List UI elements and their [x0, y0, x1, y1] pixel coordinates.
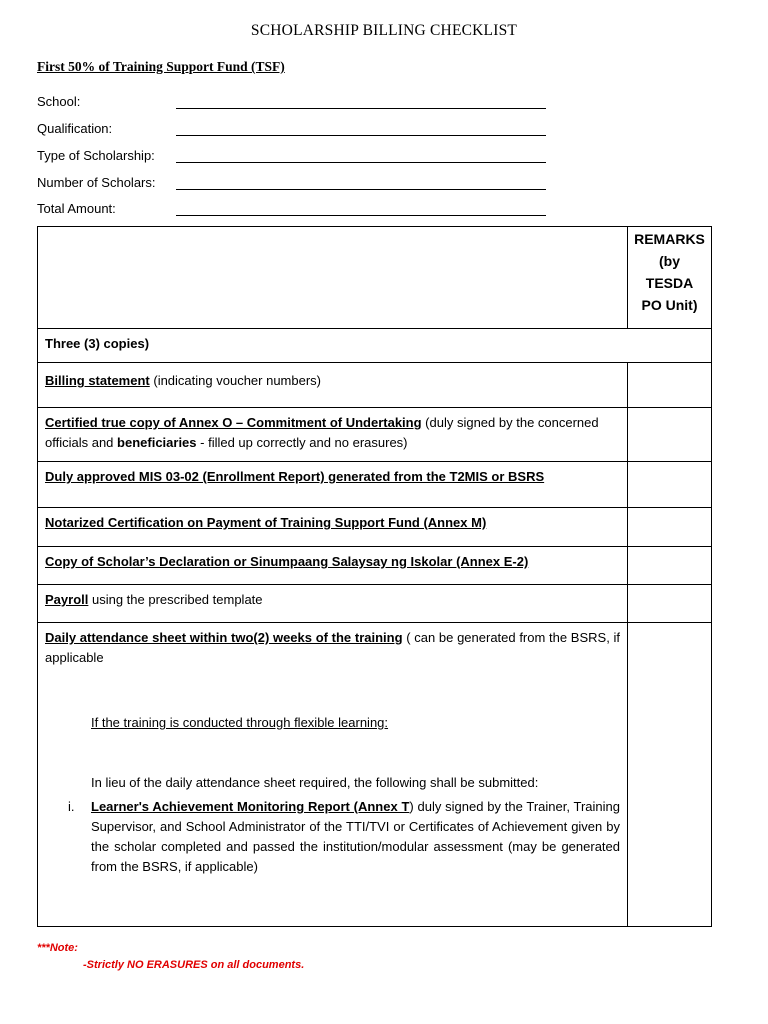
- item-detail-bold: beneficiaries: [117, 435, 197, 450]
- attendance-paragraph: [45, 628, 620, 668]
- item-billing-statement: [38, 363, 628, 408]
- item-notarized: [38, 508, 628, 547]
- field-line-school[interactable]: [176, 108, 546, 109]
- list-item: [45, 797, 620, 877]
- note-text: -Strictly NO ERASURES on all documents.: [83, 959, 305, 971]
- field-label-qualification: Qualification:: [37, 121, 113, 136]
- in-lieu-text: In lieu of the daily attendance sheet required, the following shall be submitted:: [91, 775, 539, 790]
- checklist-table: [37, 226, 712, 927]
- item-title: Duly approved MIS 03-02 (Enrollment Report) generated from the T2MIS or BSRS: [45, 469, 545, 484]
- remarks-cell[interactable]: [628, 462, 712, 508]
- item-annex-o: [38, 408, 628, 462]
- checklist-row-payroll: [38, 585, 712, 623]
- remarks-header-line: (by: [659, 253, 680, 269]
- item-title: Daily attendance sheet within two(2) weeks of the training: [45, 630, 403, 645]
- flexible-learning-heading: If the training is conducted through flexible learning:: [91, 715, 389, 730]
- remarks-header-line: PO Unit): [641, 297, 698, 313]
- list-marker: i.: [68, 799, 75, 814]
- field-line-number-of-scholars[interactable]: [176, 189, 546, 190]
- checklist-row-declaration: [38, 547, 712, 585]
- document-title: SCHOLARSHIP BILLING CHECKLIST: [250, 22, 518, 39]
- section-label: Three (3) copies): [38, 329, 712, 363]
- item-detail: ) duly signed by the Trainer, Training Supervisor, and School Administrator of the TTI/TVI or Certificates of Achievement given by the scholar completed and passed the institution/modular assessment (may be generated from the BSRS, if applicable): [91, 799, 620, 874]
- item-mis: [38, 462, 628, 508]
- checklist-row-attendance: [38, 623, 712, 927]
- item-attendance: [38, 623, 628, 927]
- item-title: Notarized Certification on Payment of Training Support Fund (Annex M): [45, 515, 487, 530]
- checklist-row-annex-o: [38, 408, 712, 462]
- checklist-row-mis: [38, 462, 712, 508]
- remarks-cell[interactable]: [628, 585, 712, 623]
- checklist-row-billing: [38, 363, 712, 408]
- item-declaration: [38, 547, 628, 585]
- remarks-cell[interactable]: [628, 508, 712, 547]
- field-line-type-of-scholarship[interactable]: [176, 162, 546, 163]
- header-blank-cell: [38, 227, 628, 329]
- item-detail: (duly signed by the concerned officials and: [45, 415, 599, 450]
- item-payroll: [38, 585, 628, 623]
- remarks-cell[interactable]: [628, 547, 712, 585]
- item-title: Billing statement: [45, 373, 150, 388]
- item-title: Certified true copy of Annex O – Commitment of Undertaking: [45, 415, 422, 430]
- remarks-header-line: REMARKS: [634, 231, 705, 247]
- item-title: Payroll: [45, 592, 89, 607]
- section-row: [38, 329, 712, 363]
- remarks-header-cell: [628, 227, 712, 329]
- item-detail: - filled up correctly and no erasures): [196, 435, 408, 450]
- remarks-cell[interactable]: [628, 408, 712, 462]
- item-detail: using the prescribed template: [88, 592, 263, 607]
- field-label-school: School:: [37, 94, 81, 109]
- item-detail: ( can be generated from the BSRS, if applicable: [45, 630, 620, 665]
- item-title: Learner's Achievement Monitoring Report (Annex T: [91, 799, 410, 814]
- field-label-number-of-scholars: Number of Scholars:: [37, 175, 156, 190]
- field-label-total-amount: Total Amount:: [37, 201, 116, 216]
- note-block: [37, 940, 304, 974]
- item-title: Copy of Scholar’s Declaration or Sinumpaang Salaysay ng Iskolar (Annex E-2): [45, 554, 529, 569]
- field-label-type-of-scholarship: Type of Scholarship:: [37, 148, 155, 163]
- document-subtitle: First 50% of Training Support Fund (TSF): [37, 59, 285, 74]
- note-heading: ***Note:: [37, 942, 78, 954]
- field-line-total-amount[interactable]: [176, 215, 546, 216]
- remarks-cell[interactable]: [628, 363, 712, 408]
- item-detail: (indicating voucher numbers): [149, 373, 321, 388]
- field-line-qualification[interactable]: [176, 135, 546, 136]
- table-header-row: [38, 227, 712, 329]
- checklist-row-notarized: [38, 508, 712, 547]
- remarks-header-line: TESDA: [645, 275, 694, 291]
- remarks-cell[interactable]: [628, 623, 712, 927]
